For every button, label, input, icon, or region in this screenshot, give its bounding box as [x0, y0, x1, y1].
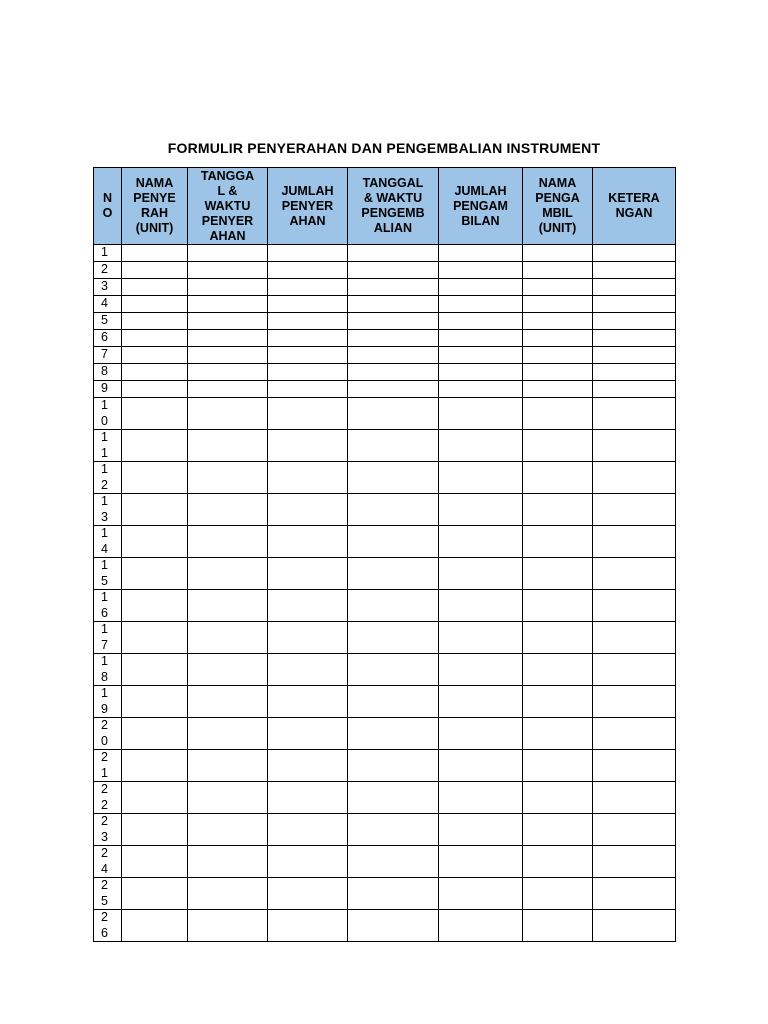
empty-cell[interactable]	[268, 750, 348, 782]
table-row	[94, 526, 676, 558]
empty-cell[interactable]	[188, 398, 268, 430]
empty-cell[interactable]	[439, 526, 523, 558]
instrument-form-table	[93, 167, 676, 942]
empty-cell[interactable]	[268, 494, 348, 526]
empty-cell[interactable]	[348, 846, 439, 878]
empty-cell[interactable]	[439, 718, 523, 750]
empty-cell[interactable]	[523, 846, 593, 878]
table-row	[94, 782, 676, 814]
empty-cell[interactable]	[188, 782, 268, 814]
empty-cell[interactable]	[268, 686, 348, 718]
empty-cell[interactable]	[439, 313, 523, 330]
empty-cell[interactable]	[593, 814, 676, 846]
empty-cell[interactable]	[523, 245, 593, 262]
empty-cell[interactable]	[268, 245, 348, 262]
empty-cell[interactable]	[593, 245, 676, 262]
table-row	[94, 462, 676, 494]
empty-cell[interactable]	[523, 750, 593, 782]
empty-cell[interactable]	[348, 558, 439, 590]
empty-cell[interactable]	[188, 910, 268, 942]
empty-cell[interactable]	[593, 313, 676, 330]
empty-cell[interactable]	[122, 622, 188, 654]
empty-cell[interactable]	[268, 590, 348, 622]
row-number-cell: 2 5	[94, 878, 122, 910]
table-row	[94, 494, 676, 526]
empty-cell[interactable]	[439, 814, 523, 846]
empty-cell[interactable]	[268, 430, 348, 462]
table-row	[94, 910, 676, 942]
empty-cell[interactable]	[523, 313, 593, 330]
empty-cell[interactable]	[439, 364, 523, 381]
empty-cell[interactable]	[188, 381, 268, 398]
table-row	[94, 364, 676, 381]
empty-cell[interactable]	[593, 494, 676, 526]
empty-cell[interactable]	[439, 347, 523, 364]
empty-cell[interactable]	[348, 494, 439, 526]
empty-cell[interactable]	[439, 782, 523, 814]
empty-cell[interactable]	[439, 878, 523, 910]
empty-cell[interactable]	[593, 462, 676, 494]
empty-cell[interactable]	[268, 330, 348, 347]
empty-cell[interactable]	[439, 590, 523, 622]
empty-cell[interactable]	[348, 296, 439, 313]
empty-cell[interactable]	[523, 296, 593, 313]
row-number-cell: 1 2	[94, 462, 122, 494]
empty-cell[interactable]	[439, 910, 523, 942]
header-tanggal-penyerahan: TANGGA L & WAKTU PENYER AHAN	[188, 168, 268, 245]
empty-cell[interactable]	[122, 558, 188, 590]
row-number-cell: 1	[94, 245, 122, 262]
table-row	[94, 313, 676, 330]
empty-cell[interactable]	[122, 364, 188, 381]
empty-cell[interactable]	[348, 750, 439, 782]
empty-cell[interactable]	[122, 782, 188, 814]
row-number-cell: 7	[94, 347, 122, 364]
empty-cell[interactable]	[188, 622, 268, 654]
row-number-cell: 2 6	[94, 910, 122, 942]
empty-cell[interactable]	[268, 910, 348, 942]
table-row	[94, 330, 676, 347]
empty-cell[interactable]	[593, 750, 676, 782]
empty-cell[interactable]	[188, 330, 268, 347]
row-number-cell: 2	[94, 262, 122, 279]
empty-cell[interactable]	[348, 910, 439, 942]
empty-cell[interactable]	[188, 364, 268, 381]
empty-cell[interactable]	[268, 364, 348, 381]
empty-cell[interactable]	[523, 398, 593, 430]
empty-cell[interactable]	[348, 364, 439, 381]
empty-cell[interactable]	[593, 622, 676, 654]
empty-cell[interactable]	[348, 814, 439, 846]
empty-cell[interactable]	[122, 398, 188, 430]
empty-cell[interactable]	[188, 245, 268, 262]
empty-cell[interactable]	[439, 622, 523, 654]
empty-cell[interactable]	[439, 750, 523, 782]
empty-cell[interactable]	[523, 347, 593, 364]
empty-cell[interactable]	[593, 330, 676, 347]
empty-cell[interactable]	[188, 750, 268, 782]
empty-cell[interactable]	[593, 686, 676, 718]
empty-cell[interactable]	[348, 718, 439, 750]
empty-cell[interactable]	[439, 846, 523, 878]
empty-cell[interactable]	[268, 814, 348, 846]
empty-cell[interactable]	[348, 462, 439, 494]
empty-cell[interactable]	[593, 654, 676, 686]
empty-cell[interactable]	[523, 279, 593, 296]
empty-cell[interactable]	[122, 313, 188, 330]
table-row	[94, 846, 676, 878]
empty-cell[interactable]	[122, 381, 188, 398]
empty-cell[interactable]	[593, 878, 676, 910]
empty-cell[interactable]	[188, 814, 268, 846]
empty-cell[interactable]	[268, 296, 348, 313]
empty-cell[interactable]	[593, 279, 676, 296]
table-row	[94, 296, 676, 313]
table-row	[94, 654, 676, 686]
empty-cell[interactable]	[523, 686, 593, 718]
empty-cell[interactable]	[348, 262, 439, 279]
empty-cell[interactable]	[523, 330, 593, 347]
empty-cell[interactable]	[593, 590, 676, 622]
row-number-cell: 1 0	[94, 398, 122, 430]
empty-cell[interactable]	[188, 279, 268, 296]
empty-cell[interactable]	[348, 430, 439, 462]
empty-cell[interactable]	[593, 910, 676, 942]
empty-cell[interactable]	[188, 526, 268, 558]
row-number-cell: 2 1	[94, 750, 122, 782]
empty-cell[interactable]	[122, 590, 188, 622]
table-row	[94, 718, 676, 750]
empty-cell[interactable]	[523, 381, 593, 398]
empty-cell[interactable]	[593, 718, 676, 750]
row-number-cell: 3	[94, 279, 122, 296]
empty-cell[interactable]	[523, 590, 593, 622]
empty-cell[interactable]	[439, 686, 523, 718]
table-row	[94, 279, 676, 296]
empty-cell[interactable]	[523, 364, 593, 381]
empty-cell[interactable]	[268, 347, 348, 364]
empty-cell[interactable]	[122, 296, 188, 313]
empty-cell[interactable]	[593, 296, 676, 313]
empty-cell[interactable]	[348, 654, 439, 686]
table-row	[94, 686, 676, 718]
empty-cell[interactable]	[122, 526, 188, 558]
empty-cell[interactable]	[188, 590, 268, 622]
empty-cell[interactable]	[439, 494, 523, 526]
table-row	[94, 381, 676, 398]
table-row	[94, 590, 676, 622]
empty-cell[interactable]	[188, 347, 268, 364]
header-nama-penyerah: NAMA PENYE RAH (UNIT)	[122, 168, 188, 245]
empty-cell[interactable]	[348, 686, 439, 718]
empty-cell[interactable]	[523, 718, 593, 750]
row-number-cell: 2 2	[94, 782, 122, 814]
empty-cell[interactable]	[439, 558, 523, 590]
empty-cell[interactable]	[348, 330, 439, 347]
empty-cell[interactable]	[188, 846, 268, 878]
empty-cell[interactable]	[439, 430, 523, 462]
table-row	[94, 430, 676, 462]
empty-cell[interactable]	[523, 654, 593, 686]
row-number-cell: 1 1	[94, 430, 122, 462]
empty-cell[interactable]	[122, 330, 188, 347]
empty-cell[interactable]	[188, 718, 268, 750]
empty-cell[interactable]	[122, 347, 188, 364]
row-number-cell: 1 6	[94, 590, 122, 622]
empty-cell[interactable]	[122, 430, 188, 462]
table-row	[94, 262, 676, 279]
empty-cell[interactable]	[593, 262, 676, 279]
table-row	[94, 878, 676, 910]
row-number-cell: 1 9	[94, 686, 122, 718]
form-title: FORMULIR PENYERAHAN DAN PENGEMBALIAN INSTRUMENT	[167, 140, 601, 156]
empty-cell[interactable]	[523, 462, 593, 494]
empty-cell[interactable]	[593, 381, 676, 398]
empty-cell[interactable]	[439, 296, 523, 313]
row-number-cell: 2 4	[94, 846, 122, 878]
row-number-cell: 1 3	[94, 494, 122, 526]
empty-cell[interactable]	[122, 910, 188, 942]
empty-cell[interactable]	[439, 330, 523, 347]
empty-cell[interactable]	[348, 313, 439, 330]
empty-cell[interactable]	[348, 878, 439, 910]
empty-cell[interactable]	[348, 398, 439, 430]
empty-cell[interactable]	[122, 245, 188, 262]
empty-cell[interactable]	[523, 622, 593, 654]
row-number-cell: 2 0	[94, 718, 122, 750]
header-tanggal-pengembalian: TANGGAL & WAKTU PENGEMB ALIAN	[348, 168, 439, 245]
empty-cell[interactable]	[268, 313, 348, 330]
empty-cell[interactable]	[439, 262, 523, 279]
table-row	[94, 245, 676, 262]
row-number-cell: 1 4	[94, 526, 122, 558]
table-row	[94, 622, 676, 654]
empty-cell[interactable]	[593, 558, 676, 590]
empty-cell[interactable]	[439, 462, 523, 494]
empty-cell[interactable]	[523, 430, 593, 462]
header-no: N O	[94, 168, 122, 245]
empty-cell[interactable]	[593, 398, 676, 430]
empty-cell[interactable]	[593, 782, 676, 814]
empty-cell[interactable]	[268, 654, 348, 686]
empty-cell[interactable]	[122, 814, 188, 846]
empty-cell[interactable]	[122, 878, 188, 910]
row-number-cell: 4	[94, 296, 122, 313]
empty-cell[interactable]	[122, 494, 188, 526]
row-number-cell: 5	[94, 313, 122, 330]
row-number-cell: 8	[94, 364, 122, 381]
empty-cell[interactable]	[188, 654, 268, 686]
empty-cell[interactable]	[268, 622, 348, 654]
empty-cell[interactable]	[268, 878, 348, 910]
table-row	[94, 558, 676, 590]
empty-cell[interactable]	[348, 381, 439, 398]
empty-cell[interactable]	[188, 313, 268, 330]
empty-cell[interactable]	[348, 526, 439, 558]
row-number-cell: 9	[94, 381, 122, 398]
empty-cell[interactable]	[593, 347, 676, 364]
empty-cell[interactable]	[188, 494, 268, 526]
table-header-row	[94, 168, 676, 245]
empty-cell[interactable]	[593, 430, 676, 462]
empty-cell[interactable]	[348, 782, 439, 814]
empty-cell[interactable]	[122, 686, 188, 718]
empty-cell[interactable]	[268, 782, 348, 814]
empty-cell[interactable]	[268, 558, 348, 590]
row-number-cell: 1 5	[94, 558, 122, 590]
empty-cell[interactable]	[188, 430, 268, 462]
empty-cell[interactable]	[188, 262, 268, 279]
empty-cell[interactable]	[122, 462, 188, 494]
empty-cell[interactable]	[268, 398, 348, 430]
empty-cell[interactable]	[122, 279, 188, 296]
empty-cell[interactable]	[523, 558, 593, 590]
row-number-cell: 1 7	[94, 622, 122, 654]
empty-cell[interactable]	[523, 910, 593, 942]
empty-cell[interactable]	[268, 279, 348, 296]
empty-cell[interactable]	[348, 590, 439, 622]
row-number-cell: 1 8	[94, 654, 122, 686]
empty-cell[interactable]	[593, 846, 676, 878]
empty-cell[interactable]	[268, 846, 348, 878]
empty-cell[interactable]	[348, 622, 439, 654]
table-row	[94, 347, 676, 364]
empty-cell[interactable]	[268, 718, 348, 750]
empty-cell[interactable]	[122, 750, 188, 782]
empty-cell[interactable]	[268, 262, 348, 279]
empty-cell[interactable]	[439, 245, 523, 262]
header-jumlah-penyerahan: JUMLAH PENYER AHAN	[268, 168, 348, 245]
empty-cell[interactable]	[122, 846, 188, 878]
empty-cell[interactable]	[523, 526, 593, 558]
empty-cell[interactable]	[523, 814, 593, 846]
table-row	[94, 750, 676, 782]
empty-cell[interactable]	[523, 494, 593, 526]
empty-cell[interactable]	[593, 526, 676, 558]
empty-cell[interactable]	[268, 462, 348, 494]
empty-cell[interactable]	[268, 526, 348, 558]
row-number-cell: 2 3	[94, 814, 122, 846]
table-row	[94, 814, 676, 846]
empty-cell[interactable]	[122, 654, 188, 686]
empty-cell[interactable]	[188, 878, 268, 910]
header-nama-pengambil: NAMA PENGA MBIL (UNIT)	[523, 168, 593, 245]
empty-cell[interactable]	[122, 262, 188, 279]
empty-cell[interactable]	[348, 279, 439, 296]
table-body	[94, 245, 676, 942]
empty-cell[interactable]	[122, 718, 188, 750]
empty-cell[interactable]	[268, 381, 348, 398]
header-jumlah-pengambilan: JUMLAH PENGAM BILAN	[439, 168, 523, 245]
empty-cell[interactable]	[188, 558, 268, 590]
empty-cell[interactable]	[348, 245, 439, 262]
empty-cell[interactable]	[188, 686, 268, 718]
empty-cell[interactable]	[593, 364, 676, 381]
header-keterangan: KETERA NGAN	[593, 168, 676, 245]
empty-cell[interactable]	[188, 462, 268, 494]
empty-cell[interactable]	[439, 398, 523, 430]
row-number-cell: 6	[94, 330, 122, 347]
empty-cell[interactable]	[523, 782, 593, 814]
empty-cell[interactable]	[348, 347, 439, 364]
empty-cell[interactable]	[439, 654, 523, 686]
empty-cell[interactable]	[439, 381, 523, 398]
empty-cell[interactable]	[439, 279, 523, 296]
empty-cell[interactable]	[523, 878, 593, 910]
empty-cell[interactable]	[523, 262, 593, 279]
table-row	[94, 398, 676, 430]
empty-cell[interactable]	[188, 296, 268, 313]
